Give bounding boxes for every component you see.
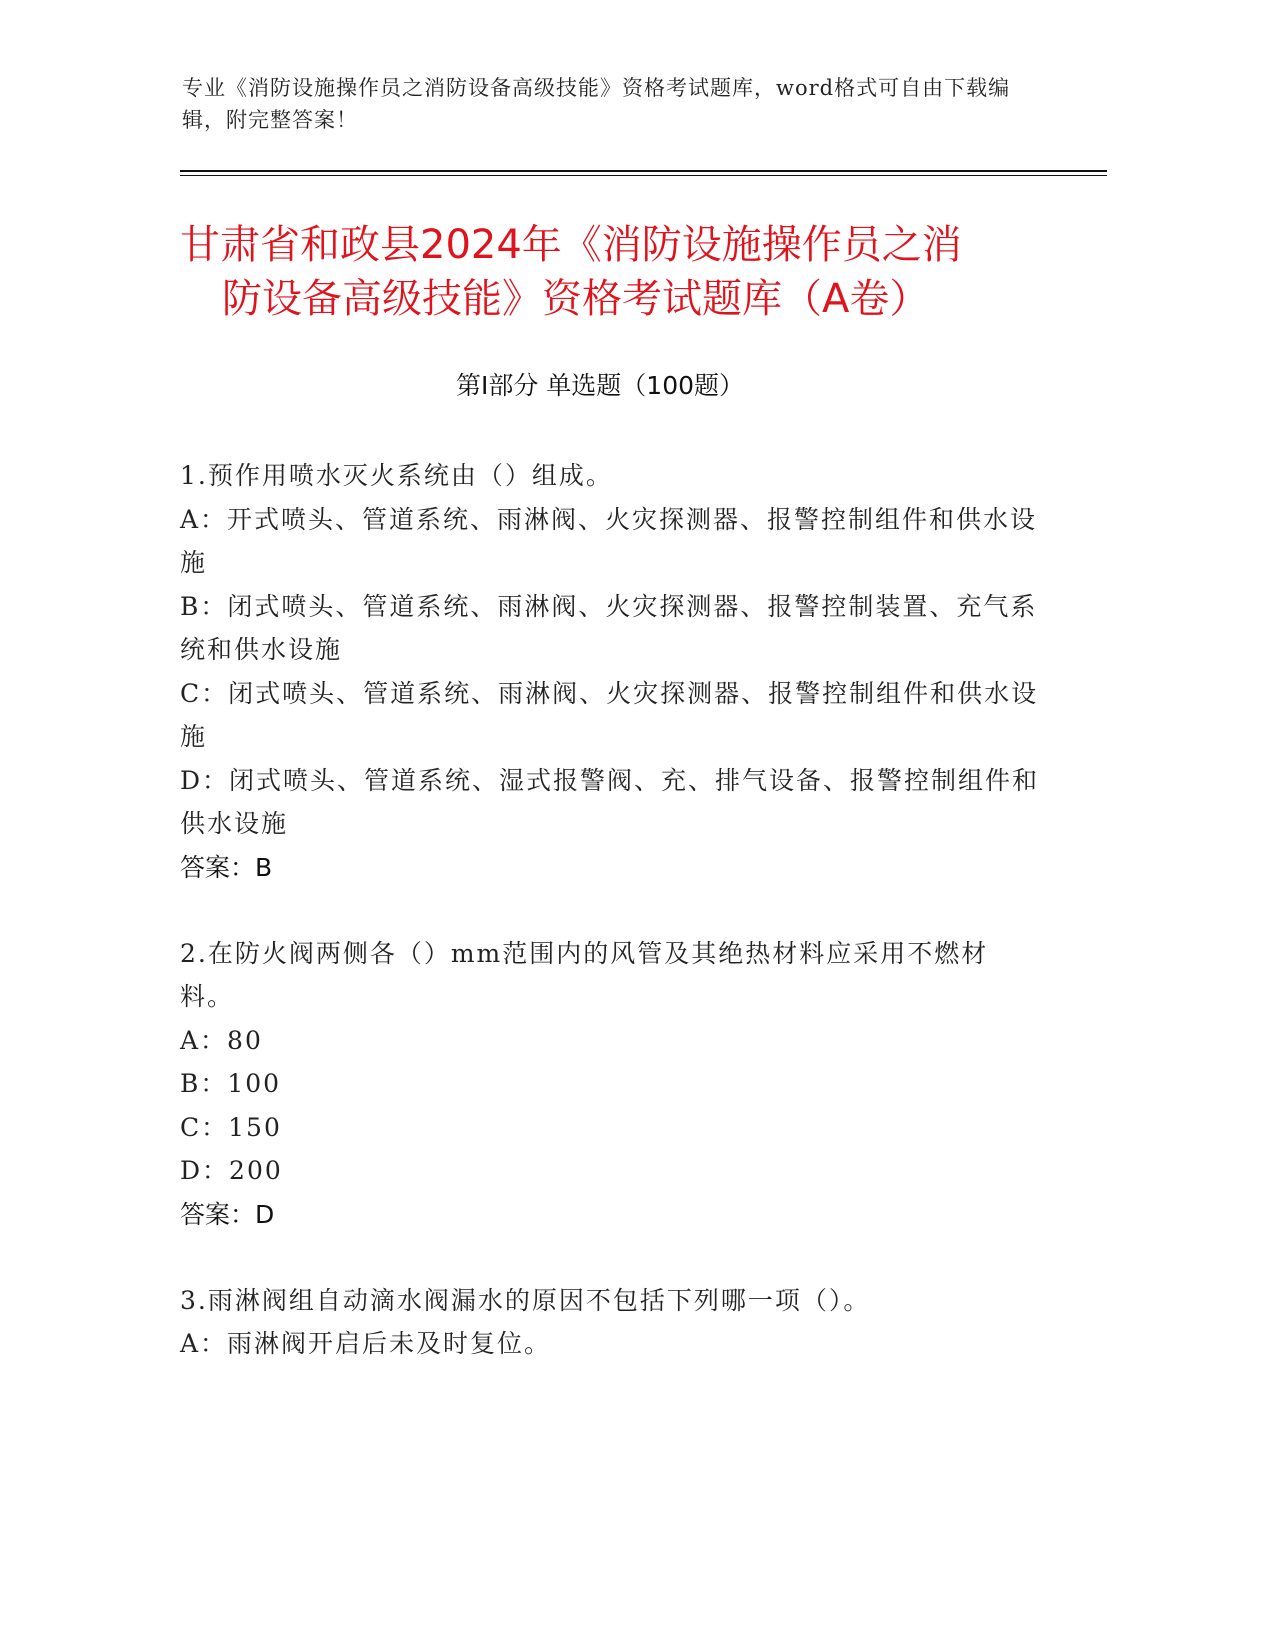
question-2 [180,932,1040,1237]
header-divider-thin [180,175,1107,176]
question-stem: 1.预作用喷水灭火系统由（）组成。 [180,461,613,490]
question-list [180,454,1040,1408]
section-heading: 第Ⅰ部分 单选题（100题） [455,371,745,400]
option-b: B：闭式喷头、管道系统、雨淋阀、火灾探测器、报警控制装置、充气系统和供水设施 [180,591,1038,664]
document-title-line-1: 甘肃省和政县2024年《消防设施操作员之消 [180,222,962,268]
header-note: 专业《消防设施操作员之消防设备高级技能》资格考试题库，word格式可自由下载编辑，附完整答案！ [182,76,1011,132]
question-3 [180,1279,1040,1366]
answer: 答案：B [180,852,273,882]
answer: 答案：D [180,1199,275,1229]
document-title-line-2: 防设备高级技能》资格考试题库（A卷） [222,276,930,322]
document-title [180,218,1080,326]
option-c: C：闭式喷头、管道系统、雨淋阀、火灾探测器、报警控制组件和供水设施 [180,678,1039,751]
option-a: A：开式喷头、管道系统、雨淋阀、火灾探测器、报警控制组件和供水设施 [180,504,1038,577]
question-1 [180,454,1040,890]
option-b: B：100 [180,1069,282,1098]
question-stem: 2.在防火阀两侧各（）mm范围内的风管及其绝热材料应采用不燃材料。 [180,938,989,1011]
option-c: C：150 [180,1112,282,1142]
question-stem: 3.雨淋阀组自动滴水阀漏水的原因不包括下列哪一项（）。 [180,1285,871,1315]
option-d: D：200 [180,1156,283,1185]
option-a: A：80 [180,1025,263,1055]
header-divider-thick [180,170,1107,172]
option-a: A：雨淋阀开启后未及时复位。 [180,1329,552,1358]
option-d: D：闭式喷头、管道系统、湿式报警阀、充、排气设备、报警控制组件和供水设施 [180,765,1040,838]
